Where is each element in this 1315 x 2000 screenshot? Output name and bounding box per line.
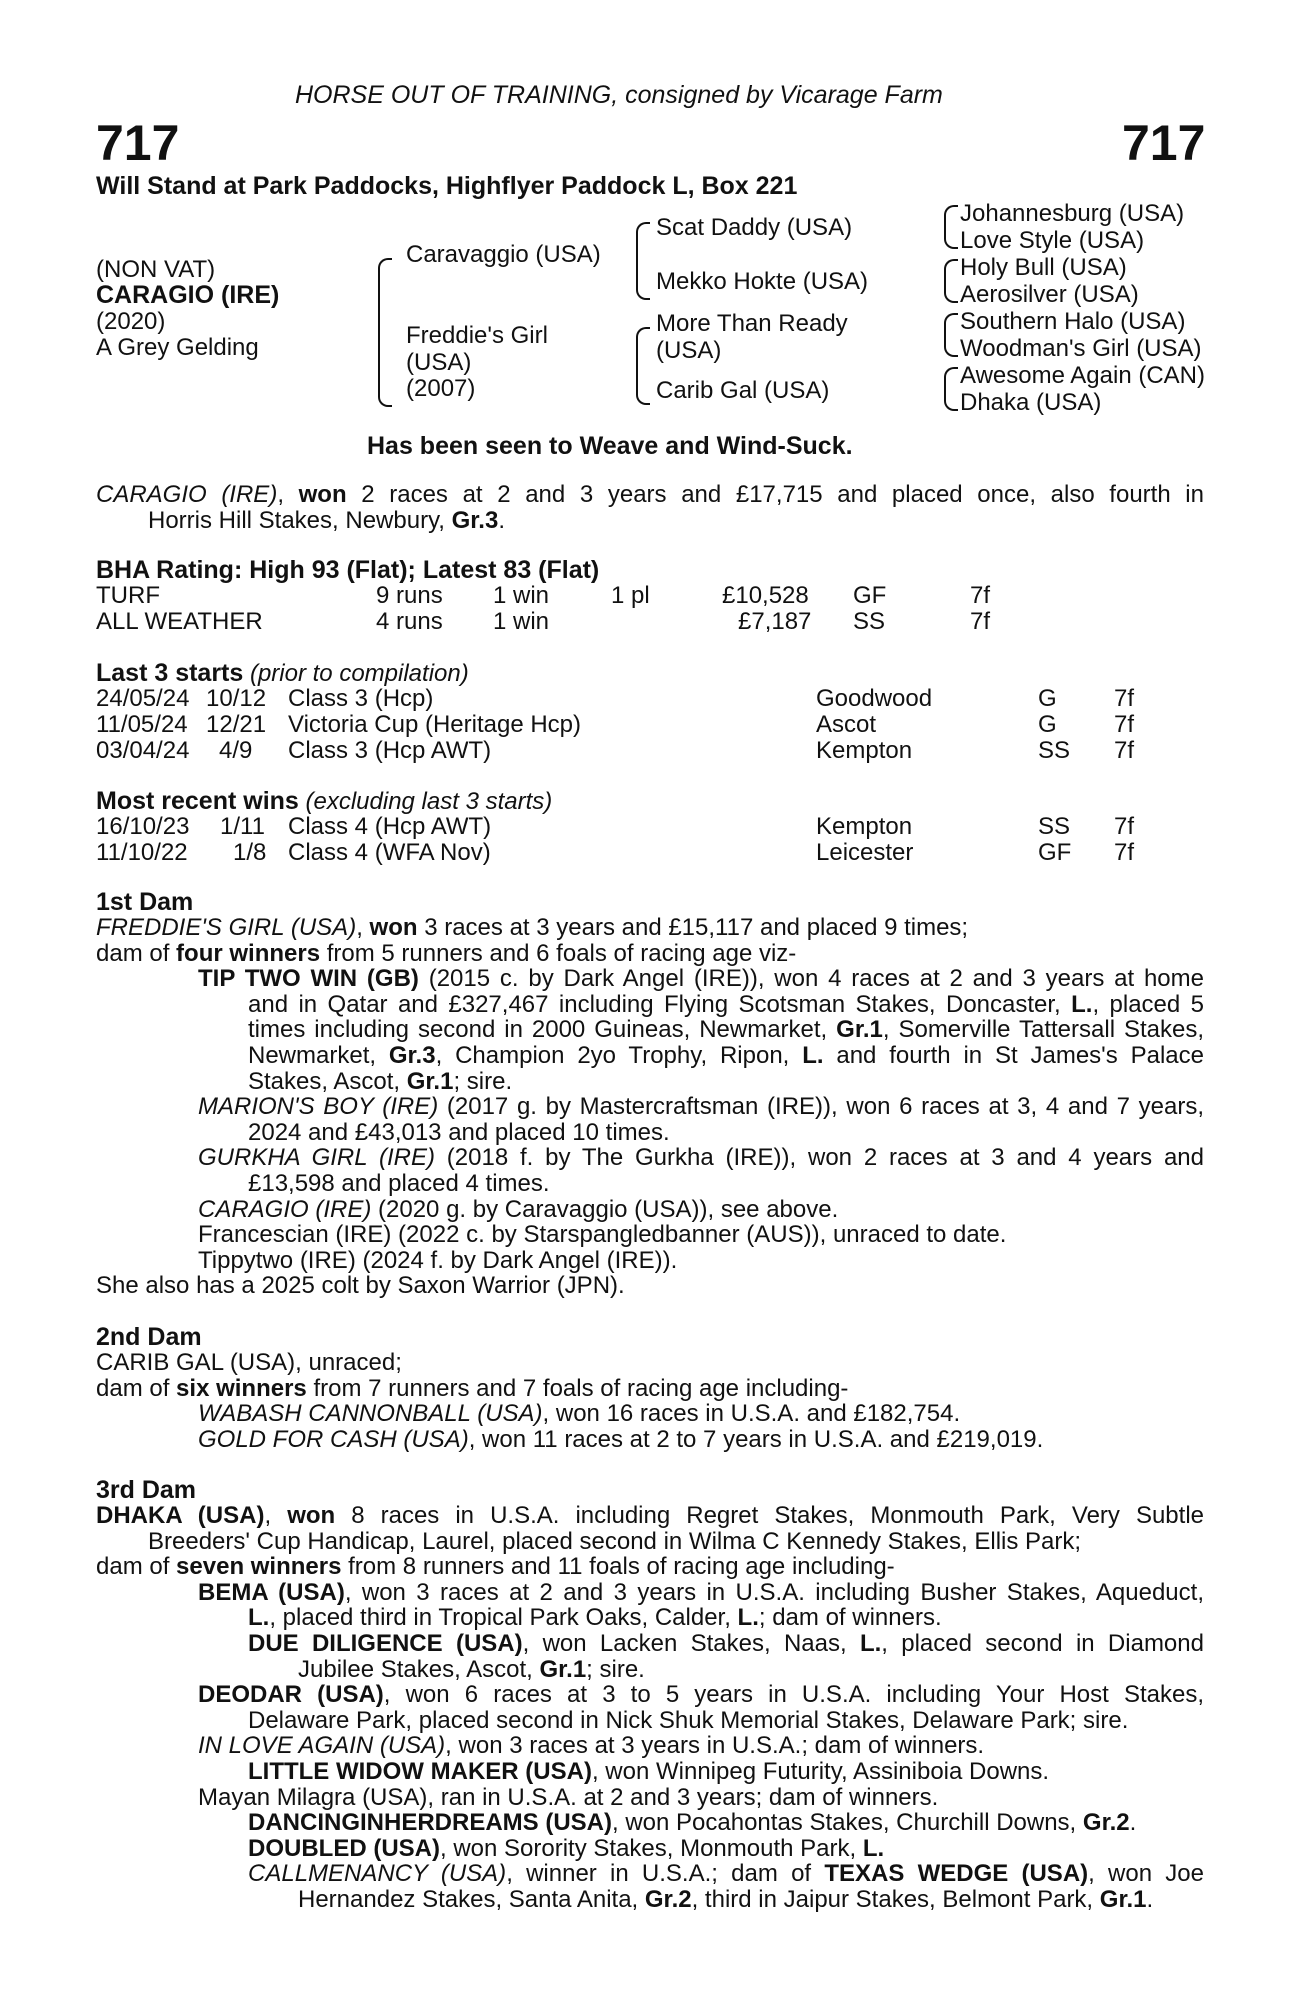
rating-wins: 1 win	[493, 582, 550, 609]
pedigree-dds: Awesome Again (CAN)	[960, 362, 1205, 389]
third-dam-section: DHAKA (USA), won 8 races in U.S.A. including Regret Stakes, Monmouth Park, Very Subtle Breeders' Cup Handicap, Laurel, placed second in Wilma C Kennedy Stakes, Ellis Park; dam of seven winners from 8 runners and 11 foals of racing age including- BEMA (USA), won 3 races at 2 and 3 years in U.S.A. including Busher Stakes, Aqueduct, L., placed third in Tropical Park Oaks, Calder, L.; dam of winners. DUE DILIGENCE (USA), won Lacken Stakes, Naas, L., placed second in Diamond Jubilee Stakes, Ascot, Gr.1; sire. DEODAR (USA), won 6 races at 3 to 5 years in U.S.A. including Your Host Stakes, Delaware Park, placed second in Nick Shuk Memorial Stakes, Delaware Park; sire. IN LOVE AGAIN (USA), won 3 races at 3 years in U.S.A.; dam of winners. LITTLE WIDOW MAKER (USA), won Winnipeg Futurity, Assiniboia Downs. Mayan Milagra (USA), ran in U.S.A. at 2 and 3 years; dam of winners. DANCINGINHERDREAMS (USA), won Pocahontas Stakes, Churchill Downs, Gr.2. DOUBLED (USA), won Sorority Stakes, Monmouth Park, L. CALLMENANCY (USA), winner in U.S.A.; dam of TEXAS WEDGE (USA), won Joe Hernandez Stakes, Santa Anita, Gr.2, third in Jaipur Stakes, Belmont Park, Gr.1.	[96, 1502, 1205, 1913]
pedigree-dam-sire-line1: More Than Ready	[656, 310, 848, 337]
rating-surface: ALL WEATHER	[96, 608, 263, 635]
produce-tippytwo: Tippytwo (IRE) (2024 f. by Dark Angel (IRE)).	[198, 1246, 678, 1274]
win-course: Leicester	[816, 839, 914, 866]
start-date: 03/04/24	[96, 737, 190, 764]
third-dam-heading: 3rd Dam	[96, 1476, 197, 1504]
start-position: 10/12	[206, 685, 267, 712]
start-position: 12/21	[206, 711, 267, 738]
start-date: 24/05/24	[96, 685, 190, 712]
vat-status: (NON VAT)	[96, 256, 216, 283]
pedigree-dam-sire-line2: (USA)	[656, 337, 722, 364]
second-dam-section: CARIB GAL (USA), unraced; dam of six winners from 7 runners and 7 foals of racing age including- WABASH CANNONBALL (USA), won 16 races in U.S.A. and £182,754. GOLD FOR CASH (USA), won 11 races at 2 to 7 years in U.S.A. and £219,019.	[96, 1349, 1044, 1453]
produce-marions-boy: MARION'S BOY (IRE) (2017 g. by Mastercraftsman (IRE)), won 6 races at 3, 4 and 7 years,	[198, 1093, 1205, 1121]
rating-prize: £10,528	[722, 582, 809, 609]
win-going: SS	[1038, 813, 1071, 840]
vice-warning: Has been seen to Weave and Wind-Suck.	[367, 432, 853, 460]
pedigree-ssd: Love Style (USA)	[960, 227, 1145, 254]
rating-going: GF	[853, 582, 887, 609]
win-race: Class 4 (Hcp AWT)	[288, 813, 492, 840]
pedigree-sdd: Aerosilver (USA)	[960, 281, 1139, 308]
last-starts-heading: Last 3 starts (prior to compilation)	[96, 659, 469, 687]
pedigree-sire-sire: Scat Daddy (USA)	[656, 214, 853, 241]
produce-francescian: Francescian (IRE) (2022 c. by Starspangledbanner (AUS)), unraced to date.	[198, 1221, 1007, 1249]
pedigree-sds: Holy Bull (USA)	[960, 254, 1127, 281]
pedigree-sss: Johannesburg (USA)	[960, 200, 1185, 227]
rating-going: SS	[853, 608, 886, 635]
horse-description: A Grey Gelding	[96, 334, 259, 361]
lot-number-right: 717	[1122, 115, 1206, 171]
pedigree-dam-line2: (USA)	[406, 349, 472, 376]
first-dam-section: FREDDIE'S GIRL (USA), won 3 races at 3 years and £15,117 and placed 9 times; dam of four winners from 5 runners and 6 foals of racing age viz- TIP TWO WIN (GB) (2015 c. by Dark Angel (IRE)), won 4 races at 2 and 3 years at home and in Qatar and £327,467 including Flying Scotsman Stakes, Doncaster, L., placed 5 times including second in 2000 Guineas, Newmarket, Gr.1, Somerville Tattersall Stakes, Newmarket, Gr.3, Champion 2yo Trophy, Ripon, L. and fourth in St James's Palace Stakes, Ascot, Gr.1; sire. MARION'S BOY (IRE) (2017 g. by Mastercraftsman (IRE)), won 6 races at 3, 4 and 7 years, 2024 and £43,013 and placed 10 times. GURKHA GIRL (IRE) (2018 f. by The Gurkha (IRE)), won 2 races at 3 and 4 years and £13,598 and placed 4 times. CARAGIO (IRE) (2020 g. by Caravaggio (USA)), see above. Francescian (IRE) (2022 c. by Starspangledbanner (AUS)), unraced to date. Tippytwo (IRE) (2024 f. by Dark Angel (IRE)). She also has a 2025 colt by Saxon Warrior (JPN).	[96, 914, 1205, 1300]
pedigree-brace-dam	[636, 327, 650, 405]
pedigree-brace-g3-4	[944, 367, 958, 411]
start-race: Victoria Cup (Heritage Hcp)	[288, 711, 582, 738]
pedigree-dsd: Woodman's Girl (USA)	[960, 335, 1202, 362]
pedigree-brace-g3-3	[944, 313, 958, 357]
win-distance: 7f	[1114, 839, 1135, 866]
win-course: Kempton	[816, 813, 913, 840]
rating-wins: 1 win	[493, 608, 550, 635]
pedigree-dam-line1: Freddie's Girl	[406, 322, 548, 349]
start-race: Class 3 (Hcp)	[288, 685, 434, 712]
start-distance: 7f	[1114, 711, 1135, 738]
produce-tip-two-win: TIP TWO WIN (GB) (2015 c. by Dark Angel (IRE)), won 4 races at 2 and 3 years at home	[198, 965, 1204, 993]
win-date: 16/10/23	[96, 813, 190, 840]
pedigree-brace-gen1	[378, 258, 392, 407]
start-going: G	[1038, 685, 1057, 712]
consignment-line: HORSE OUT OF TRAINING, consigned by Vicarage Farm	[295, 81, 943, 109]
win-position: 1/8	[233, 839, 267, 866]
pedigree-dss: Southern Halo (USA)	[960, 308, 1186, 335]
win-date: 11/10/22	[96, 839, 188, 866]
stand-location: Will Stand at Park Paddocks, Highflyer Paddock L, Box 221	[96, 172, 798, 200]
start-distance: 7f	[1114, 685, 1135, 712]
pedigree-sire: Caravaggio (USA)	[406, 241, 601, 268]
race-summary: CARAGIO (IRE), won 2 races at 2 and 3 years and £17,715 and placed once, also fourth in Horris Hill Stakes, Newbury, Gr.3.	[96, 481, 1204, 534]
pedigree-brace-g3-1	[944, 205, 958, 249]
horse-name: CARAGIO (IRE)	[96, 281, 280, 309]
start-distance: 7f	[1114, 737, 1135, 764]
rating-distance: 7f	[970, 608, 991, 635]
start-date: 11/05/24	[96, 711, 188, 738]
bha-rating: BHA Rating: High 93 (Flat); Latest 83 (Flat)	[96, 556, 600, 584]
rating-surface: TURF	[96, 582, 160, 609]
pedigree-dam-line3: (2007)	[406, 375, 476, 402]
rating-runs: 4 runs	[376, 608, 443, 635]
rating-distance: 7f	[970, 582, 991, 609]
rating-runs: 9 runs	[376, 582, 443, 609]
pedigree-dam-dam: Carib Gal (USA)	[656, 377, 830, 404]
win-going: GF	[1038, 839, 1072, 866]
recent-wins-heading: Most recent wins (excluding last 3 starts)	[96, 787, 553, 815]
start-race: Class 3 (Hcp AWT)	[288, 737, 492, 764]
start-position: 4/9	[219, 737, 253, 764]
pedigree-ddd: Dhaka (USA)	[960, 389, 1102, 416]
start-going: SS	[1038, 737, 1071, 764]
summary-horse-name: CARAGIO (IRE)	[96, 481, 278, 508]
start-course: Ascot	[816, 711, 877, 738]
horse-year: (2020)	[96, 308, 166, 335]
pedigree-sire-dam: Mekko Hokte (USA)	[656, 268, 869, 295]
win-position: 1/11	[220, 813, 265, 840]
lot-number-left: 717	[96, 115, 180, 171]
pedigree-brace-sire	[636, 222, 650, 300]
win-race: Class 4 (WFA Nov)	[288, 839, 491, 866]
rating-prize: £7,187	[738, 608, 812, 635]
produce-gurkha-girl: GURKHA GIRL (IRE) (2018 f. by The Gurkha (IRE)), won 2 races at 3 and 4 years and	[198, 1144, 1204, 1172]
start-course: Goodwood	[816, 685, 933, 712]
second-dam-heading: 2nd Dam	[96, 1323, 202, 1351]
pedigree-brace-g3-2	[944, 259, 958, 303]
produce-caragio: CARAGIO (IRE) (2020 g. by Caravaggio (USA)), see above.	[198, 1195, 839, 1223]
win-distance: 7f	[1114, 813, 1135, 840]
start-going: G	[1038, 711, 1057, 738]
start-course: Kempton	[816, 737, 913, 764]
first-dam-heading: 1st Dam	[96, 888, 194, 916]
rating-placed: 1 pl	[611, 582, 650, 609]
